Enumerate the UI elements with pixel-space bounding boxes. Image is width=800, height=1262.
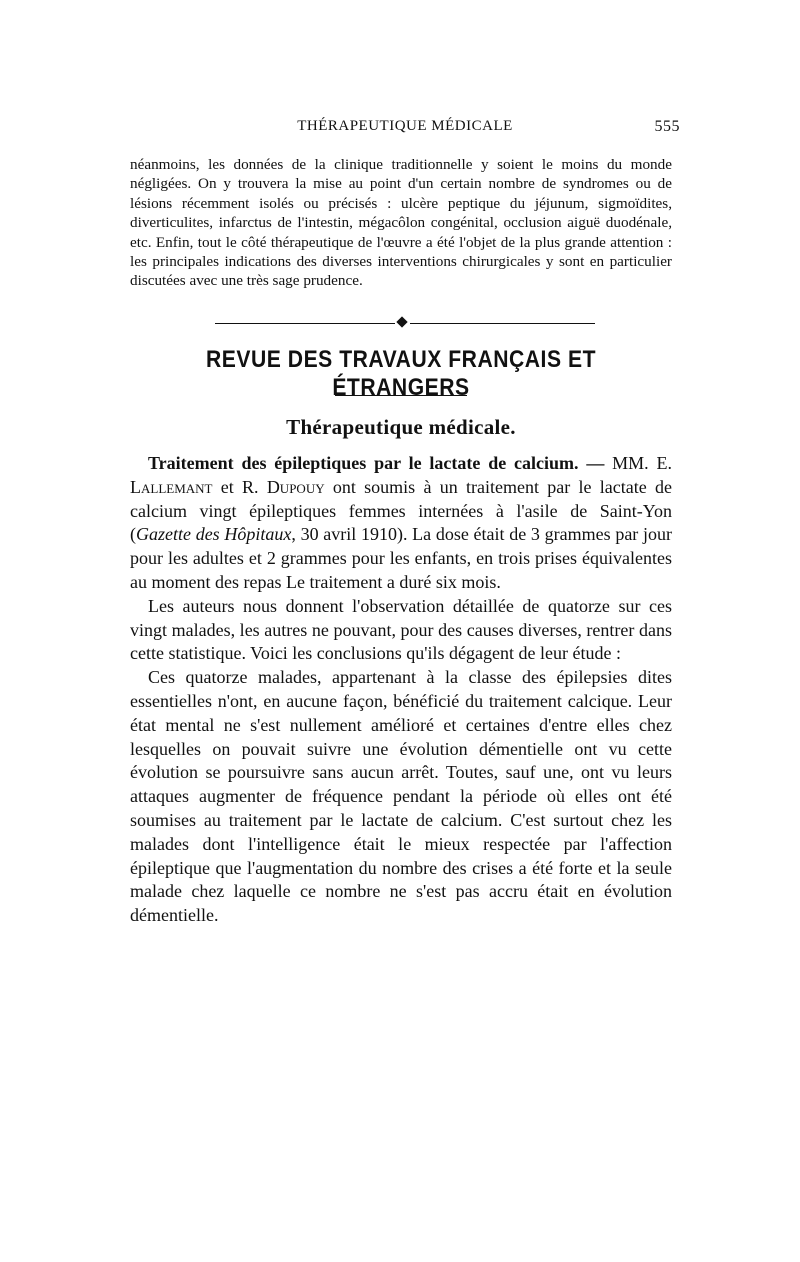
authors-prefix: MM. E. bbox=[612, 453, 672, 473]
divider-rule-left bbox=[215, 323, 395, 324]
section-divider bbox=[215, 317, 595, 329]
authors-between: et R. bbox=[212, 476, 267, 497]
section-heading: REVUE DES TRAVAUX FRANÇAIS ET ÉTRANGERS bbox=[205, 346, 597, 401]
article-title: Traitement des épileptiques par le lactate de calcium. — bbox=[148, 453, 605, 473]
paragraph-1-text-a: ont soumis à un traitement par le lactate de calcium vingt épileptiques femmes internées à l'asile de Saint-Yon ( bbox=[130, 476, 672, 545]
diamond-ornament-icon bbox=[396, 316, 407, 327]
running-header bbox=[130, 118, 680, 142]
paragraph-1-text-b: , 30 avril 1910). La dose était de 3 grammes par jour pour les adultes et 2 grammes pour les enfants, en trois prises équivalentes au moment des repas Le traitement a duré six mois. bbox=[130, 524, 672, 592]
heading-rule bbox=[335, 395, 467, 396]
page-number: 555 bbox=[654, 118, 680, 135]
article-paragraph-3: Ces quatorze malades, appartenant à la classe des épilepsies dites essentielles n'ont, en aucune façon, bénéficié du traitement calcique. Leur état mental ne s'est nullement amélioré et certaines d'entre elles chez lesquelles on pouvait suivre une évolution démentielle ont vu cette évolution se poursuivre sans aucun arrêt. Toutes, sauf une, ont vu leurs attaques augmenter de fréquence pendant la période où elles ont été soumises au traitement par le lactate de calcium. C'est surtout chez les malades dont l'intelligence était le mieux respectée par l'affection épileptique que l'augmentation du nombre des crises a été forte et la seule malade chez laquelle ce nombre ne s'est pas accru était en évolution démentielle. bbox=[130, 667, 672, 926]
subsection-heading: Thérapeutique médicale. bbox=[286, 415, 516, 439]
journal-name: Gazette des Hôpitaux bbox=[136, 524, 292, 545]
article-paragraph-1 bbox=[130, 452, 672, 595]
article-paragraph-2: Les auteurs nous donnent l'observation détaillée de quatorze sur ces vingt malades, les autres ne pouvant, pour des causes diverses, rentrer dans cette statistique. Voici les conclusions qu'ils dégagent de leur étude : bbox=[130, 595, 672, 664]
article-body bbox=[130, 452, 672, 928]
book-review-paragraph: néanmoins, les données de la clinique traditionnelle y soient le moins du monde négligées. On y trouvera la mise au point d'un certain nombre de syndromes ou de lésions récemment isolés ou précisés : ulcère peptique du jéjunum, sigmoïdites, diverticulites, infarctus de l'intestin, mégacôlon congénital, occlusion aiguë duodénale, etc. Enfin, tout le côté thérapeutique de l'œuvre a été l'objet de la plus grande attention : les principales indications des diverses interventions chirurgicales y sont en particulier discutées avec une très sage prudence. bbox=[130, 156, 672, 290]
author-dupouy: Dupouy bbox=[266, 476, 325, 497]
divider-rule-right bbox=[410, 323, 595, 324]
running-title: THÉRAPEUTIQUE MÉDICALE bbox=[297, 118, 513, 134]
author-lallemant: Lallemant bbox=[130, 476, 213, 497]
